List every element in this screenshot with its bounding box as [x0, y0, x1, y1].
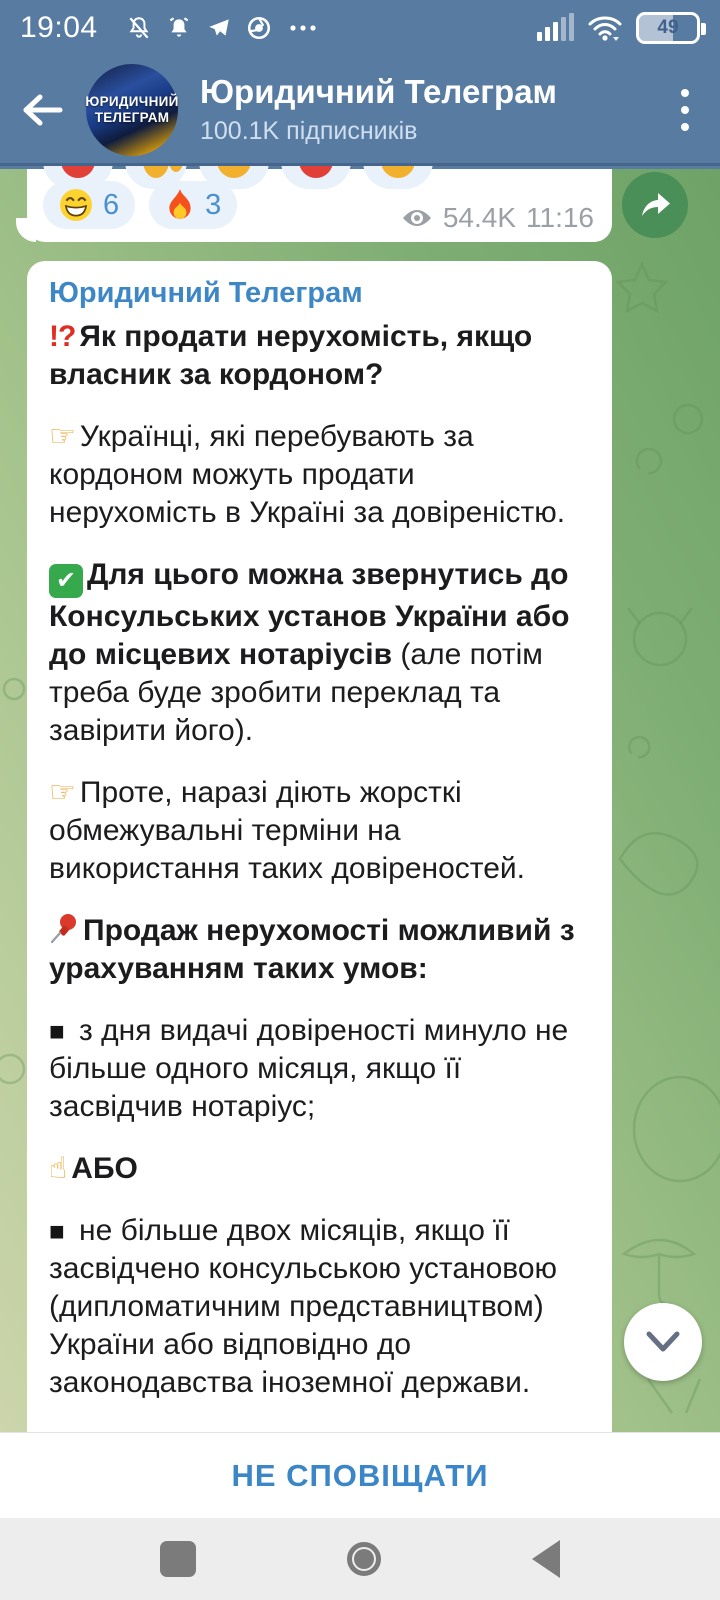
views-eye-icon — [401, 207, 433, 229]
paragraph-text: з дня видачі довіреності минуло не більше одного місяця, якщо її засвідчив нотаріус; — [49, 1014, 569, 1123]
battery-percent: 49 — [657, 17, 679, 38]
channel-title: Юридичний Телеграм — [200, 73, 557, 110]
reaction-count: 6 — [103, 188, 120, 221]
message-paragraph — [49, 774, 590, 888]
message-time: 11:16 — [526, 202, 594, 233]
paragraph-bold-text: Продаж нерухомості можливий з урахуванням таких умов: — [49, 914, 575, 985]
view-count: 54.4K — [442, 202, 516, 233]
reaction-row — [43, 181, 237, 229]
message-meta — [401, 202, 594, 234]
pointing-right-icon: ☞ — [49, 420, 76, 453]
previous-message-bubble — [27, 169, 612, 242]
signal-icon — [537, 15, 574, 41]
subscriber-count: 100.1K підписників — [200, 117, 418, 145]
android-nav-bar — [0, 1518, 720, 1600]
square-bullet-icon: ■ — [49, 1016, 65, 1046]
notifications-muted-icon — [126, 15, 152, 41]
pushpin-icon — [49, 912, 79, 944]
share-arrow-icon — [637, 190, 673, 220]
raised-finger-icon: ☝ — [49, 1152, 68, 1185]
interrobang-icon: !? — [49, 320, 76, 353]
share-button[interactable] — [622, 172, 688, 238]
message-paragraph — [49, 418, 590, 532]
paragraph-text: Як продати нерухомість, якщо власник за кордоном? — [49, 320, 533, 391]
sender-name[interactable]: Юридичний Телеграм — [49, 277, 363, 309]
avatar-text-line1: ЮРИДИЧНИЙ — [85, 93, 179, 109]
message-paragraph — [49, 1150, 590, 1188]
home-button[interactable] — [347, 1542, 381, 1576]
message-paragraph — [49, 318, 590, 394]
message-paragraph — [49, 1212, 590, 1402]
avatar-text-line2: ТЕЛЕГРАМ — [94, 109, 170, 125]
kebab-icon — [681, 89, 689, 131]
reaction-fire[interactable] — [149, 181, 237, 229]
paragraph-text: не більше двох місяців, якщо її засвідчено консульською установою (дипломатичним представництвом) України або відповідно до законодавства іноземної держави. — [49, 1214, 558, 1399]
more-dots-icon — [286, 15, 320, 41]
message-paragraph — [49, 1012, 590, 1126]
message-paragraph — [49, 556, 590, 750]
paragraph-bold-text: АБО — [71, 1152, 138, 1185]
pointing-right-icon: ☞ — [49, 776, 76, 809]
mute-button-label: НЕ СПОВІЩАТИ — [231, 1457, 489, 1493]
paragraph-text: Українці, які перебувають за кордоном можуть продати нерухомість в Україні за довіреністю. — [49, 420, 566, 529]
chat-area — [0, 169, 720, 1432]
message-paragraph — [49, 912, 590, 988]
clock: 19:04 — [20, 11, 98, 44]
check-icon: ✔ — [49, 564, 83, 598]
chat-header — [0, 56, 720, 166]
alarm-bell-icon — [166, 15, 192, 41]
back-button[interactable] — [0, 56, 86, 163]
paragraph-bold-text: Для цього можна звернутись до Консульських установ України або до місцевих нотаріусів — [49, 558, 570, 671]
chevron-down-icon — [643, 1330, 683, 1354]
message-bubble — [27, 261, 612, 1561]
channel-info[interactable] — [200, 73, 557, 146]
recents-button[interactable] — [160, 1541, 196, 1577]
fire-icon — [165, 188, 195, 222]
paragraph-text: (але потім треба буде зробити переклад та завірити його). — [49, 638, 543, 747]
paragraph-text: Проте, наразі діють жорсткі обмежувальні терміни на використання таких довіреностей. — [49, 776, 525, 885]
back-nav-button[interactable] — [532, 1540, 560, 1578]
reaction-grin[interactable] — [43, 181, 135, 229]
grinning-face-icon — [59, 188, 93, 222]
browser-icon — [246, 15, 272, 41]
telegram-icon — [206, 15, 232, 41]
home-dot-icon — [354, 1549, 374, 1569]
square-bullet-icon: ■ — [49, 1216, 65, 1246]
battery-icon — [636, 12, 700, 44]
reaction-count: 3 — [205, 188, 222, 221]
scroll-down-button[interactable] — [624, 1303, 702, 1381]
wifi-icon — [586, 13, 624, 43]
mute-bar[interactable] — [0, 1432, 720, 1518]
menu-button[interactable] — [650, 56, 720, 163]
channel-avatar[interactable] — [86, 64, 178, 156]
status-bar — [0, 0, 720, 56]
